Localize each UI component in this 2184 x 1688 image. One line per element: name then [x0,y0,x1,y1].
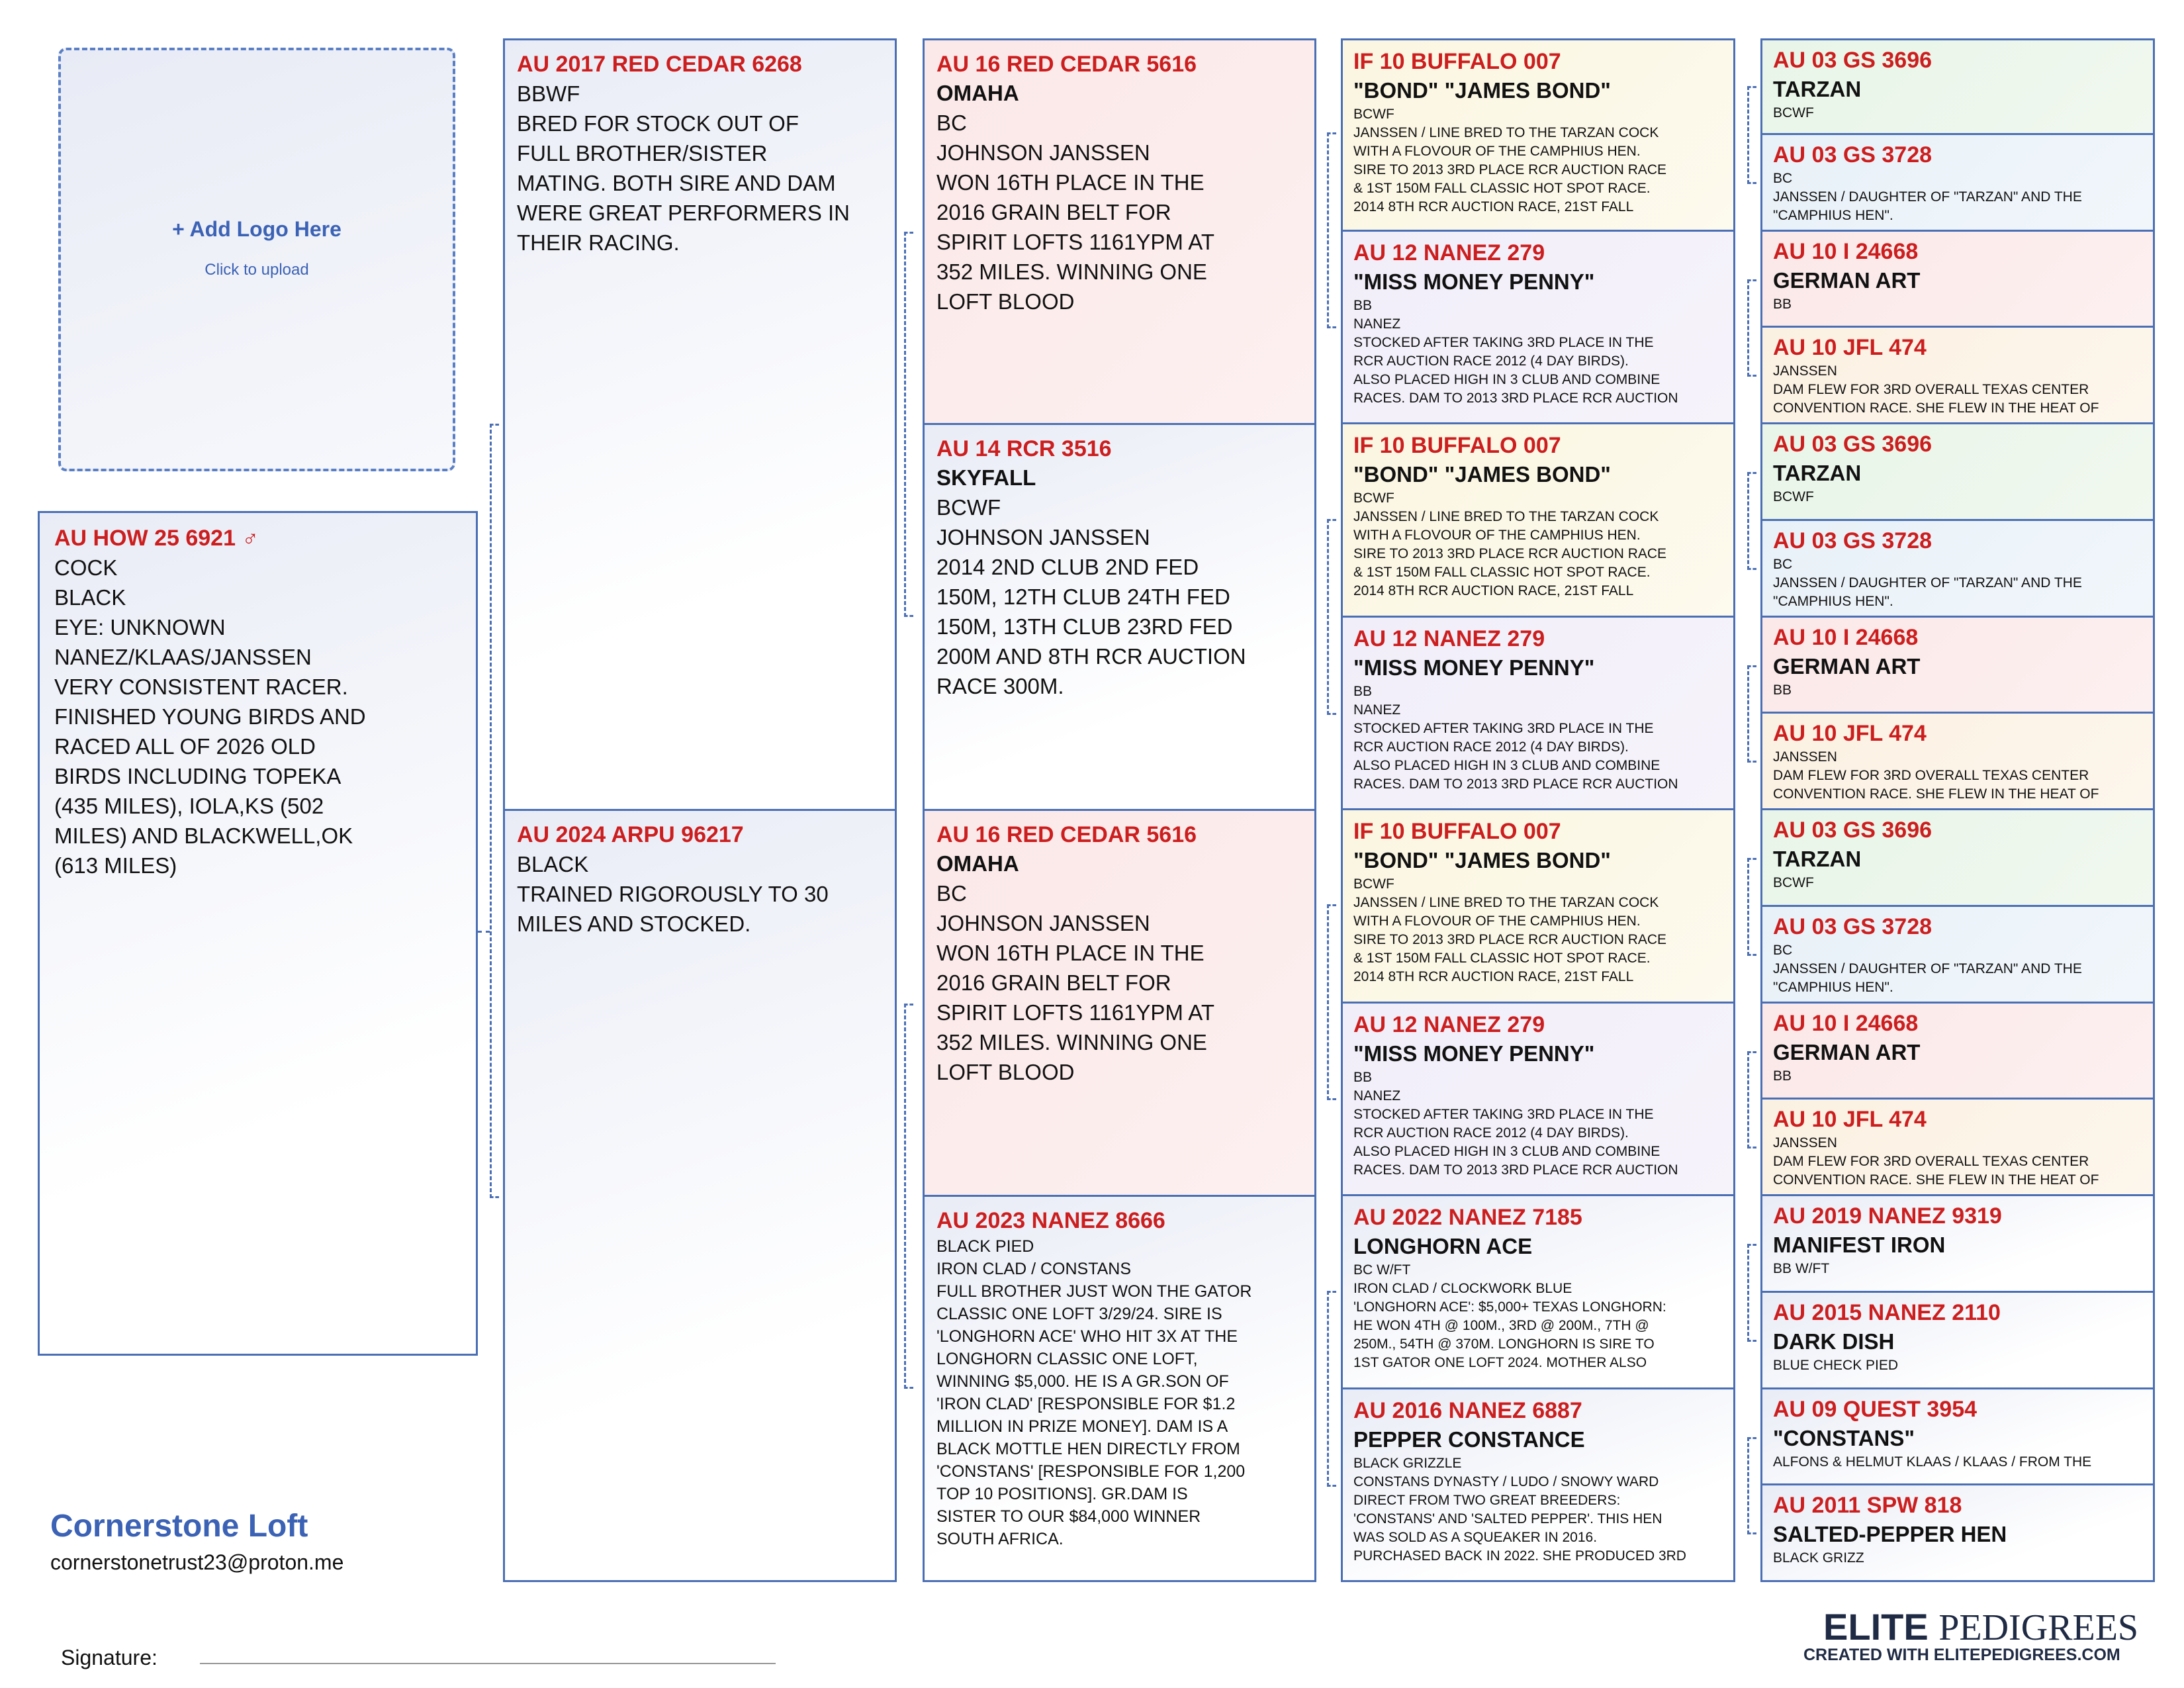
detail-line: BC W/FT [1353,1262,1411,1278]
detail-line: 2016 GRAIN BELT FOR [936,200,1171,224]
detail-line: WINNING $5,000. HE IS A GR.SON OF [936,1372,1229,1391]
detail-line: IRON CLAD / CLOCKWORK BLUE [1353,1281,1572,1296]
detail-line: & 1ST 150M FALL CLASSIC HOT SPOT RACE. [1353,565,1651,580]
detail-line: BLACK PIED [936,1237,1034,1256]
signature-label: Signature: [61,1646,158,1669]
ancestor-details [1353,489,1723,600]
ancestor-details [1773,1549,2142,1568]
detail-line: MILES) AND BLACKWELL,OK [54,823,353,848]
connector [1747,1244,1756,1342]
gen4-ancestor-card [1760,616,2155,714]
ancestor-band-id: AU 10 JFL 474 [1773,1107,1927,1133]
detail-line: WITH A FLOVOUR OF THE CAMPHIUS HEN. [1353,528,1641,543]
detail-line: RACES. DAM TO 2013 3RD PLACE RCR AUCTION [1353,776,1678,792]
detail-line: JANSSEN / LINE BRED TO THE TARZAN COCK [1353,509,1659,524]
sire-card [503,38,897,812]
granddam-card [923,423,1316,812]
detail-line: LOFT BLOOD [936,1060,1075,1084]
detail-line: 2014 8TH RCR AUCTION RACE, 21ST FALL [1353,969,1634,984]
detail-line: CONVENTION RACE. SHE FLEW IN THE HEAT OF [1773,1172,2099,1188]
ancestor-name: "BOND" "JAMES BOND" [1353,462,1611,487]
ancestor-details [1773,362,2142,418]
detail-line: 200M AND 8TH RCR AUCTION [936,644,1246,669]
ancestor-details [1773,1067,2142,1086]
detail-line: & 1ST 150M FALL CLASSIC HOT SPOT RACE. [1353,181,1651,196]
connector [1747,472,1756,570]
detail-line: "CAMPHIUS HEN". [1773,593,1893,609]
detail-line: CLASSIC ONE LOFT 3/29/24. SIRE IS [936,1305,1222,1323]
detail-line: FULL BROTHER/SISTER [517,141,768,165]
connector [1747,1437,1756,1535]
connector [1747,1051,1756,1149]
detail-line: JANSSEN / DAUGHTER OF "TARZAN" AND THE [1773,961,2082,976]
detail-line: STOCKED AFTER TAKING 3RD PLACE IN THE [1353,1106,1654,1122]
detail-line: LONGHORN CLASSIC ONE LOFT, [936,1350,1198,1368]
detail-line: SPIRIT LOFTS 1161YPM AT [936,230,1214,254]
detail-line: CONVENTION RACE. SHE FLEW IN THE HEAT OF [1773,786,2099,802]
connector [1327,904,1336,1100]
detail-line: THEIR RACING. [517,230,680,255]
ancestor-details [1353,1261,1723,1372]
gen4-ancestor-card [1760,712,2155,810]
loft-name: Cornerstone Loft [50,1509,308,1544]
ancestor-details [1773,1356,2142,1375]
ancestor-name: LONGHORN ACE [1353,1234,1533,1258]
detail-line: WERE GREAT PERFORMERS IN [517,201,850,225]
detail-line: BC [936,111,967,135]
gen3-ancestor-card [1341,808,1735,1004]
detail-line: (613 MILES) [54,853,177,878]
detail-line: ALFONS & HELMUT KLAAS / KLAAS / FROM THE [1773,1454,2092,1470]
grandparent-band-id: AU 16 RED CEDAR 5616 [936,822,1197,847]
detail-line: BLACK [54,585,126,610]
ancestor-details [1773,1260,2142,1278]
subject-details [54,553,461,880]
detail-line: SIRE TO 2013 3RD PLACE RCR AUCTION RACE [1353,162,1667,177]
ancestor-band-id: AU 03 GS 3696 [1773,48,1933,73]
detail-line: WITH A FLOVOUR OF THE CAMPHIUS HEN. [1353,144,1641,159]
ancestor-details [1773,555,2142,611]
detail-line: BB [1773,1068,1792,1084]
ancestor-band-id: IF 10 BUFFALO 007 [1353,819,1561,844]
detail-line: SOUTH AFRICA. [936,1530,1064,1548]
detail-line: BLACK MOTTLE HEN DIRECTLY FROM [936,1440,1240,1458]
gen4-ancestor-card [1760,133,2155,232]
ancestor-name: GERMAN ART [1773,653,1921,679]
ancestor-band-id: AU 03 GS 3696 [1773,818,1933,843]
gen3-ancestor-card [1341,38,1735,232]
detail-line: MILES AND STOCKED. [517,912,751,936]
detail-line: WAS SOLD AS A SQUEAKER IN 2016. [1353,1529,1598,1545]
detail-line: BC [936,881,967,906]
ancestor-band-id: AU 2011 SPW 818 [1773,1493,1962,1519]
ancestor-band-id: AU 2022 NANEZ 7185 [1353,1205,1582,1230]
grandparent-details [936,492,1302,701]
detail-line: ALSO PLACED HIGH IN 3 CLUB AND COMBINE [1353,371,1661,387]
detail-line: DAM FLEW FOR 3RD OVERALL TEXAS CENTER [1773,768,2089,784]
ancestor-details [1353,1068,1723,1180]
ancestor-details [1773,104,2142,122]
detail-line: BCWF [1773,875,1814,890]
detail-line: BB W/FT [1773,1261,1830,1276]
ancestor-name: SALTED-PEPPER HEN [1773,1522,2007,1547]
sire-band-id: AU 2017 RED CEDAR 6268 [517,52,802,77]
ancestor-band-id: AU 2015 NANEZ 2110 [1773,1299,2001,1325]
gen4-ancestor-card [1760,808,2155,907]
ancestor-band-id: AU 03 GS 3728 [1773,528,1933,553]
ancestor-details [1353,297,1723,408]
grandparent-name: OMAHA [936,81,1019,105]
ancestor-band-id: AU 12 NANEZ 279 [1353,1011,1545,1037]
detail-line: 'LONGHORN ACE': $5,000+ TEXAS LONGHORN: [1353,1299,1666,1315]
detail-line: BC [1773,556,1793,572]
gen4-ancestor-card [1760,1387,2155,1486]
ancestor-band-id: AU 12 NANEZ 279 [1353,626,1545,651]
ancestor-name: "BOND" "JAMES BOND" [1353,848,1611,872]
ancestor-band-id: AU 10 JFL 474 [1773,721,1927,747]
detail-line: BBWF [517,81,580,106]
grandparent-name: SKYFALL [936,465,1036,490]
gen4-ancestor-card [1760,38,2155,135]
ancestor-band-id: AU 10 I 24668 [1773,1010,1919,1036]
grandparent-band-id: AU 14 RCR 3516 [936,436,1112,461]
detail-line: BCWF [1353,491,1394,506]
detail-line: JANSSEN / DAUGHTER OF "TARZAN" AND THE [1773,189,2082,205]
detail-line: JANSSEN / LINE BRED TO THE TARZAN COCK [1353,125,1659,140]
ancestor-name: PEPPER CONSTANCE [1353,1427,1585,1452]
detail-line: DAM FLEW FOR 3RD OVERALL TEXAS CENTER [1773,1154,2089,1170]
detail-line: JOHNSON JANSSEN [936,140,1150,165]
detail-line: JANSSEN / LINE BRED TO THE TARZAN COCK [1353,895,1659,910]
detail-line: RACED ALL OF 2026 OLD [54,734,316,759]
ancestor-name: "BOND" "JAMES BOND" [1353,78,1611,103]
detail-line: FULL BROTHER JUST WON THE GATOR [936,1282,1252,1301]
ancestor-name: TARZAN [1773,461,1862,485]
add-logo-label[interactable]: + Add Logo Here [172,217,341,241]
dam-band-id: AU 2024 ARPU 96217 [517,822,744,847]
gen4-ancestor-card [1760,1002,2155,1100]
grandsire-card [923,809,1316,1197]
gen4-ancestor-card [1760,1291,2155,1389]
ancestor-name: DARK DISH [1773,1329,1895,1354]
gen4-ancestor-card [1760,1194,2155,1293]
detail-line: NANEZ [1353,1088,1401,1103]
detail-line: BB [1773,682,1792,698]
detail-line: CONVENTION RACE. SHE FLEW IN THE HEAT OF [1773,400,2099,416]
ancestor-band-id: AU 03 GS 3696 [1773,432,1933,457]
connector [1747,665,1756,763]
detail-line: DAM FLEW FOR 3RD OVERALL TEXAS CENTER [1773,382,2089,398]
detail-line: BCWF [1773,489,1814,504]
subject-card [38,511,478,1356]
detail-line: 352 MILES. WINNING ONE [936,1030,1207,1055]
connector [1747,279,1756,377]
detail-line: RCR AUCTION RACE 2012 (4 DAY BIRDS). [1353,353,1629,369]
gen3-ancestor-card [1341,616,1735,811]
ancestor-name: GERMAN ART [1773,267,1921,293]
ancestor-band-id: AU 03 GS 3728 [1773,914,1933,939]
detail-line: ALSO PLACED HIGH IN 3 CLUB AND COMBINE [1353,757,1661,773]
ancestor-details [1773,1134,2142,1190]
detail-line: 2016 GRAIN BELT FOR [936,970,1171,995]
ancestor-name: "MISS MONEY PENNY" [1353,655,1595,680]
detail-line: JANSSEN / DAUGHTER OF "TARZAN" AND THE [1773,575,2082,590]
dam-card [503,809,897,1582]
detail-line: BLACK [517,852,589,876]
detail-line: FINISHED YOUNG BIRDS AND [54,704,366,729]
detail-line: NANEZ [1353,316,1401,332]
detail-line: 'LONGHORN ACE' WHO HIT 3X AT THE [936,1327,1238,1346]
ancestor-band-id: IF 10 BUFFALO 007 [1353,49,1561,74]
detail-line: RCR AUCTION RACE 2012 (4 DAY BIRDS). [1353,1125,1629,1141]
gen4-ancestor-card [1760,1098,2155,1196]
detail-line: ALSO PLACED HIGH IN 3 CLUB AND COMBINE [1353,1143,1661,1159]
detail-line: JANSSEN [1773,1135,1837,1151]
detail-line: COCK [54,555,118,580]
ancestor-details [1353,875,1723,986]
granddam-card [923,1195,1316,1582]
ancestor-details [1773,169,2142,225]
detail-line: EYE: UNKNOWN [54,615,226,639]
ancestor-band-id: AU 03 GS 3728 [1773,142,1933,167]
detail-line: HE WON 4TH @ 100M., 3RD @ 200M., 7TH @ [1353,1318,1649,1333]
grandparent-band-id: AU 2023 NANEZ 8666 [936,1208,1165,1233]
gen4-ancestor-card [1760,326,2155,424]
created-with-link[interactable]: CREATED WITH ELITEPEDIGREES.COM [1803,1646,2120,1664]
detail-line: "CAMPHIUS HEN". [1773,207,1893,223]
elite-pedigrees-logo [1823,1605,2138,1649]
detail-line: RACES. DAM TO 2013 3RD PLACE RCR AUCTION [1353,390,1678,406]
ancestor-details [1773,295,2142,314]
detail-line: RACES. DAM TO 2013 3RD PLACE RCR AUCTION [1353,1162,1678,1178]
detail-line: 'CONSTANS' [RESPONSIBLE FOR 1,200 [936,1462,1246,1481]
loft-email: cornerstonetrust23@proton.me [50,1550,344,1574]
detail-line: MILLION IN PRIZE MONEY]. DAM IS A [936,1417,1228,1436]
ancestor-band-id: AU 12 NANEZ 279 [1353,240,1545,265]
detail-line: BCWF [936,495,1001,520]
brand-e: E [1823,1606,1848,1648]
ancestor-details [1353,682,1723,794]
gen4-ancestor-card [1760,422,2155,521]
grandsire-card [923,38,1316,425]
detail-line: RACE 300M. [936,674,1064,698]
detail-line: WON 16TH PLACE IN THE [936,170,1205,195]
brand-pedigrees: PEDIGREES [1938,1607,2139,1648]
detail-line: TRAINED RIGOROUSLY TO 30 [517,882,829,906]
detail-line: & 1ST 150M FALL CLASSIC HOT SPOT RACE. [1353,951,1651,966]
detail-line: BIRDS INCLUDING TOPEKA [54,764,341,788]
ancestor-band-id: AU 09 QUEST 3954 [1773,1396,1978,1422]
detail-line: BCWF [1773,105,1814,120]
detail-line: SPIRIT LOFTS 1161YPM AT [936,1000,1214,1025]
subject-band-id: AU HOW 25 6921 ♂ [54,526,259,551]
detail-line: JOHNSON JANSSEN [936,525,1150,549]
sire-details [517,79,883,258]
detail-line: BB [1353,297,1373,313]
connector [1327,519,1336,715]
detail-line: BLACK GRIZZ [1773,1550,1864,1566]
connector [490,424,499,1198]
detail-line: SIRE TO 2013 3RD PLACE RCR AUCTION RACE [1353,546,1667,561]
ancestor-details [1773,488,2142,506]
gen3-ancestor-card [1341,1194,1735,1389]
signature-line [200,1663,776,1664]
detail-line: BC [1773,170,1793,186]
ancestor-details [1773,941,2142,997]
detail-line: CONSTANS DYNASTY / LUDO / SNOWY WARD [1353,1474,1659,1489]
detail-line: (435 MILES), IOLA,KS (502 [54,794,324,818]
detail-line: NANEZ [1353,702,1401,718]
ancestor-name: "MISS MONEY PENNY" [1353,1041,1595,1066]
ancestor-band-id: AU 2019 NANEZ 9319 [1773,1203,2002,1229]
ancestor-details [1353,1454,1723,1566]
ancestor-details [1773,748,2142,804]
connector [1747,86,1756,184]
detail-line: JANSSEN [1773,749,1837,765]
detail-line: VERY CONSISTENT RACER. [54,675,348,699]
detail-line: TOP 10 POSITIONS]. GR.DAM IS [936,1485,1188,1503]
detail-line: 'CONSTANS' AND 'SALTED PEPPER'. THIS HEN [1353,1511,1662,1526]
detail-line: PURCHASED BACK IN 2022. SHE PRODUCED 3RD [1353,1548,1686,1564]
detail-line: BCWF [1353,107,1394,122]
connector [1327,132,1336,328]
connector [478,931,490,933]
gen3-ancestor-card [1341,1387,1735,1583]
detail-line: 250M., 54TH @ 370M. LONGHORN IS SIRE TO [1353,1336,1655,1352]
detail-line: BB [1353,1069,1373,1085]
detail-line: NANEZ/KLAAS/JANSSEN [54,645,312,669]
detail-line: RCR AUCTION RACE 2012 (4 DAY BIRDS). [1353,739,1629,755]
detail-line: BB [1773,296,1792,312]
gen4-ancestor-card [1760,230,2155,328]
grandparent-details [936,1235,1302,1550]
detail-line: "CAMPHIUS HEN". [1773,979,1893,995]
ancestor-name: GERMAN ART [1773,1039,1921,1064]
detail-line: WON 16TH PLACE IN THE [936,941,1205,965]
ancestor-name: TARZAN [1773,847,1862,871]
gen3-ancestor-card [1341,1002,1735,1197]
ancestor-band-id: IF 10 BUFFALO 007 [1353,433,1561,458]
connector [904,1004,913,1389]
detail-line: 150M, 13TH CLUB 23RD FED [936,614,1233,639]
detail-line: 2014 8TH RCR AUCTION RACE, 21ST FALL [1353,199,1634,214]
connector [1327,1291,1336,1487]
detail-line: WITH A FLOVOUR OF THE CAMPHIUS HEN. [1353,914,1641,929]
detail-line: 352 MILES. WINNING ONE [936,259,1207,284]
grandparent-name: OMAHA [936,851,1019,876]
detail-line: MATING. BOTH SIRE AND DAM [517,171,836,195]
ancestor-band-id: AU 2016 NANEZ 6887 [1353,1397,1582,1423]
gen3-ancestor-card [1341,230,1735,425]
ancestor-band-id: AU 10 JFL 474 [1773,335,1927,361]
gen3-ancestor-card [1341,422,1735,618]
grandparent-details [936,108,1302,316]
detail-line: 150M, 12TH CLUB 24TH FED [936,585,1230,609]
detail-line: SISTER TO OUR $84,000 WINNER [936,1507,1201,1526]
detail-line: 'IRON CLAD' [RESPONSIBLE FOR $1.2 [936,1395,1236,1413]
grandparent-details [936,878,1302,1087]
ancestor-details [1773,1453,2142,1472]
detail-line: 1ST GATOR ONE LOFT 2024. MOTHER ALSO [1353,1355,1647,1370]
ancestor-band-id: AU 10 I 24668 [1773,624,1919,650]
gen4-ancestor-card [1760,1483,2155,1582]
detail-line: 2014 2ND CLUB 2ND FED [936,555,1199,579]
detail-line: BB [1353,683,1373,699]
ancestor-details [1773,874,2142,892]
gen4-ancestor-card [1760,905,2155,1004]
ancestor-band-id: AU 10 I 24668 [1773,238,1919,264]
ancestor-name: TARZAN [1773,77,1862,101]
detail-line: JANSSEN [1773,363,1837,379]
gen4-ancestor-card [1760,519,2155,618]
dam-details [517,849,883,939]
click-to-upload-label[interactable]: Click to upload [205,261,309,279]
detail-line: 2014 8TH RCR AUCTION RACE, 21ST FALL [1353,583,1634,598]
detail-line: STOCKED AFTER TAKING 3RD PLACE IN THE [1353,334,1654,350]
ancestor-details [1773,681,2142,700]
detail-line: BCWF [1353,876,1394,892]
ancestor-details [1353,105,1723,216]
detail-line: BC [1773,942,1793,958]
detail-line: BLUE CHECK PIED [1773,1357,1899,1373]
detail-line: DIRECT FROM TWO GREAT BREEDERS: [1353,1492,1621,1508]
ancestor-name: "CONSTANS" [1773,1425,1915,1450]
grandparent-band-id: AU 16 RED CEDAR 5616 [936,52,1197,77]
detail-line: STOCKED AFTER TAKING 3RD PLACE IN THE [1353,720,1654,736]
connector [1747,858,1756,956]
connector [904,232,913,617]
detail-line: LOFT BLOOD [936,289,1075,314]
detail-line: SIRE TO 2013 3RD PLACE RCR AUCTION RACE [1353,932,1667,947]
ancestor-name: MANIFEST IRON [1773,1233,1946,1257]
detail-line: JOHNSON JANSSEN [936,911,1150,935]
detail-line: IRON CLAD / CONSTANS [936,1260,1132,1278]
detail-line: BLACK GRIZZLE [1353,1455,1462,1471]
detail-line: BRED FOR STOCK OUT OF [517,111,799,136]
brand-lite: LITE [1848,1606,1929,1648]
ancestor-name: "MISS MONEY PENNY" [1353,269,1595,294]
logo-upload-area[interactable] [58,48,455,471]
